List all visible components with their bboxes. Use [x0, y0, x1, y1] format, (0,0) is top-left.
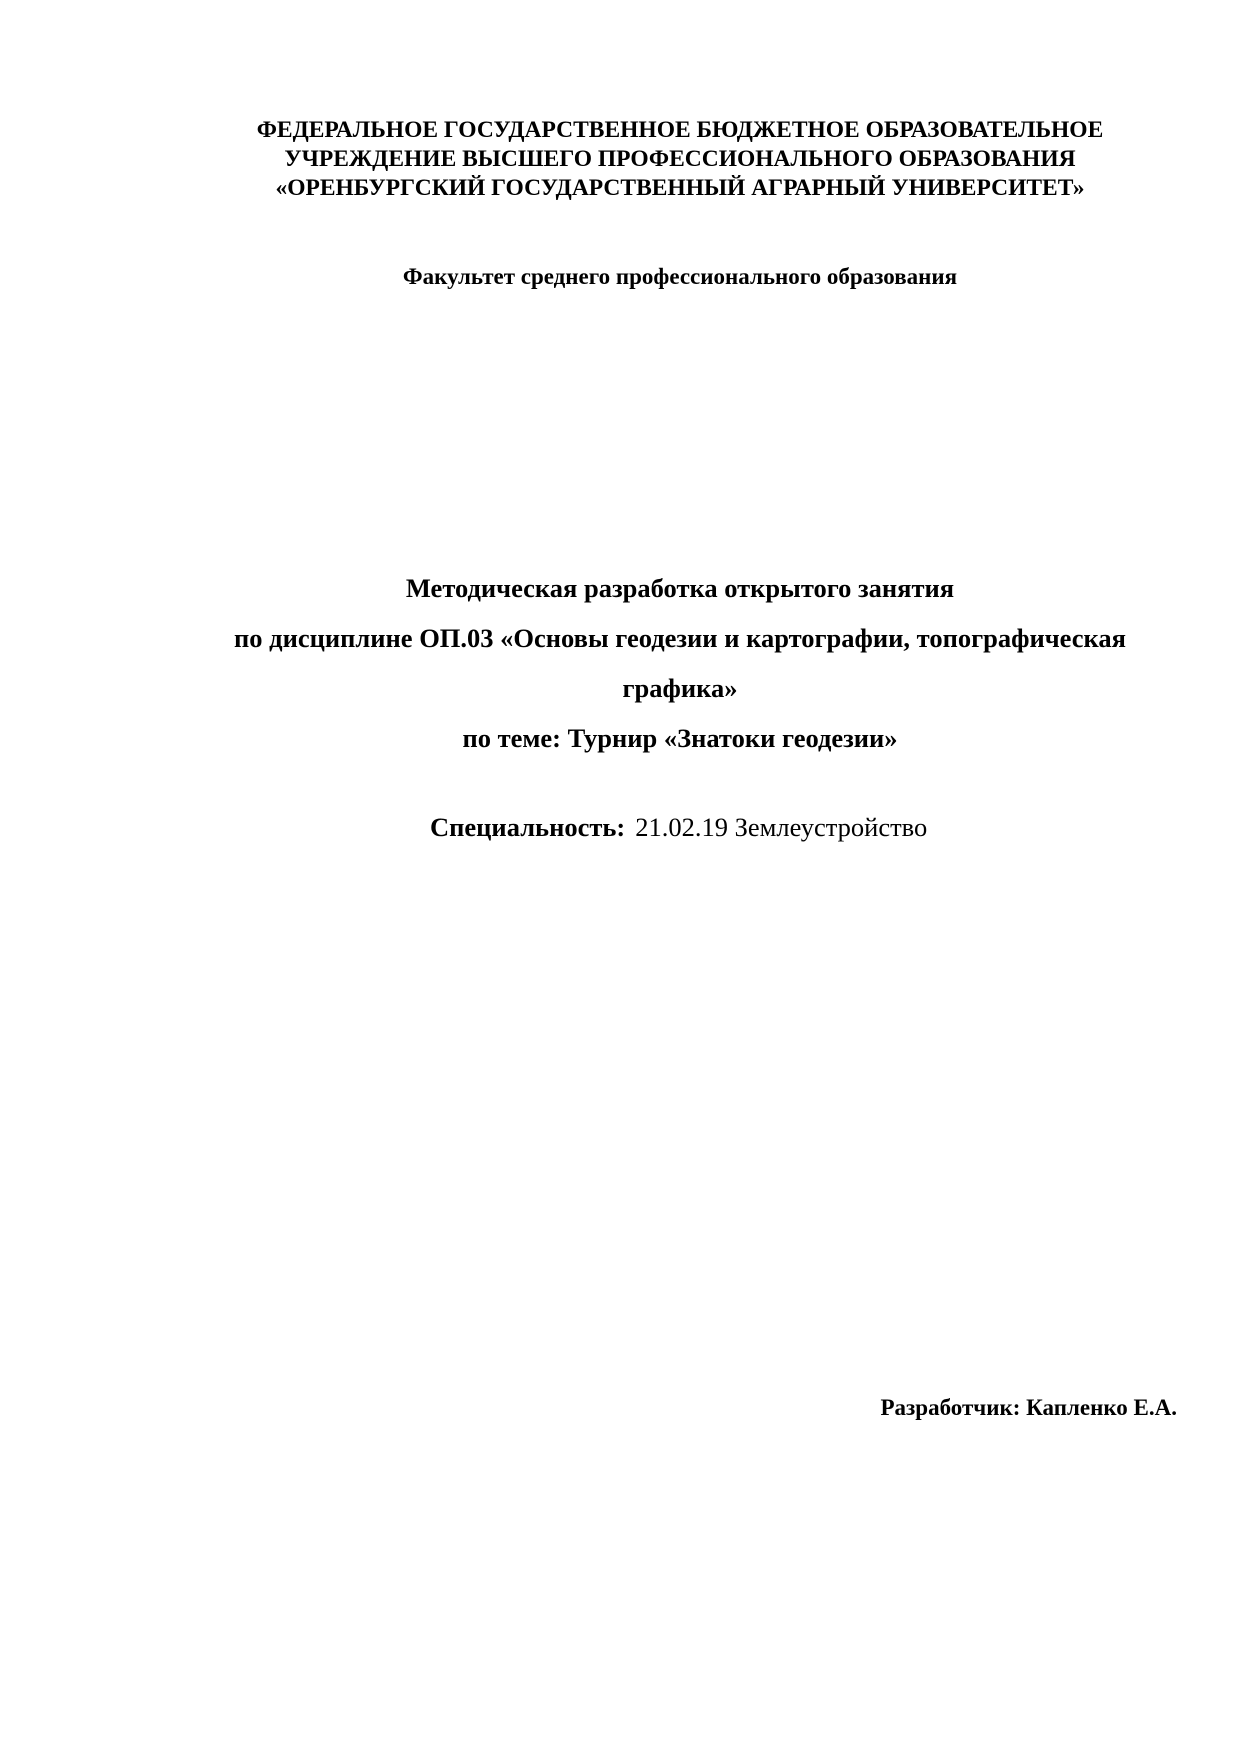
document-title-line: по теме: Турнир «Знатоки геодезии»: [462, 723, 898, 753]
institution-header: [185, 116, 1175, 203]
faculty-name: Факультет среднего профессионального образования: [402, 264, 958, 289]
institution-header-line: УЧРЕЖДЕНИЕ ВЫСШЕГО ПРОФЕССИОНАЛЬНОГО ОБРАЗОВАНИЯ: [284, 146, 1076, 172]
institution-header-line: ФЕДЕРАЛЬНОЕ ГОСУДАРСТВЕННОЕ БЮДЖЕТНОЕ ОБРАЗОВАТЕЛЬНОЕ: [256, 117, 1104, 143]
specialty-label: Специальность:: [430, 812, 626, 842]
document-title: [150, 563, 1210, 763]
document-title-line: графика»: [622, 673, 738, 703]
document-title-line: Методическая разработка открытого занятия: [405, 573, 955, 603]
specialty: [430, 810, 1130, 844]
institution-header-line: «ОРЕНБУРГСКИЙ ГОСУДАРСТВЕННЫЙ АГРАРНЫЙ УНИВЕРСИТЕТ»: [275, 175, 1085, 201]
developer-credit: Разработчик: Капленко Е.А.: [880, 1395, 1177, 1420]
specialty-value: 21.02.19 Землеустройство: [635, 812, 928, 842]
document-title-line: по дисциплине ОП.03 «Основы геодезии и картографии, топографическая: [234, 623, 1126, 653]
